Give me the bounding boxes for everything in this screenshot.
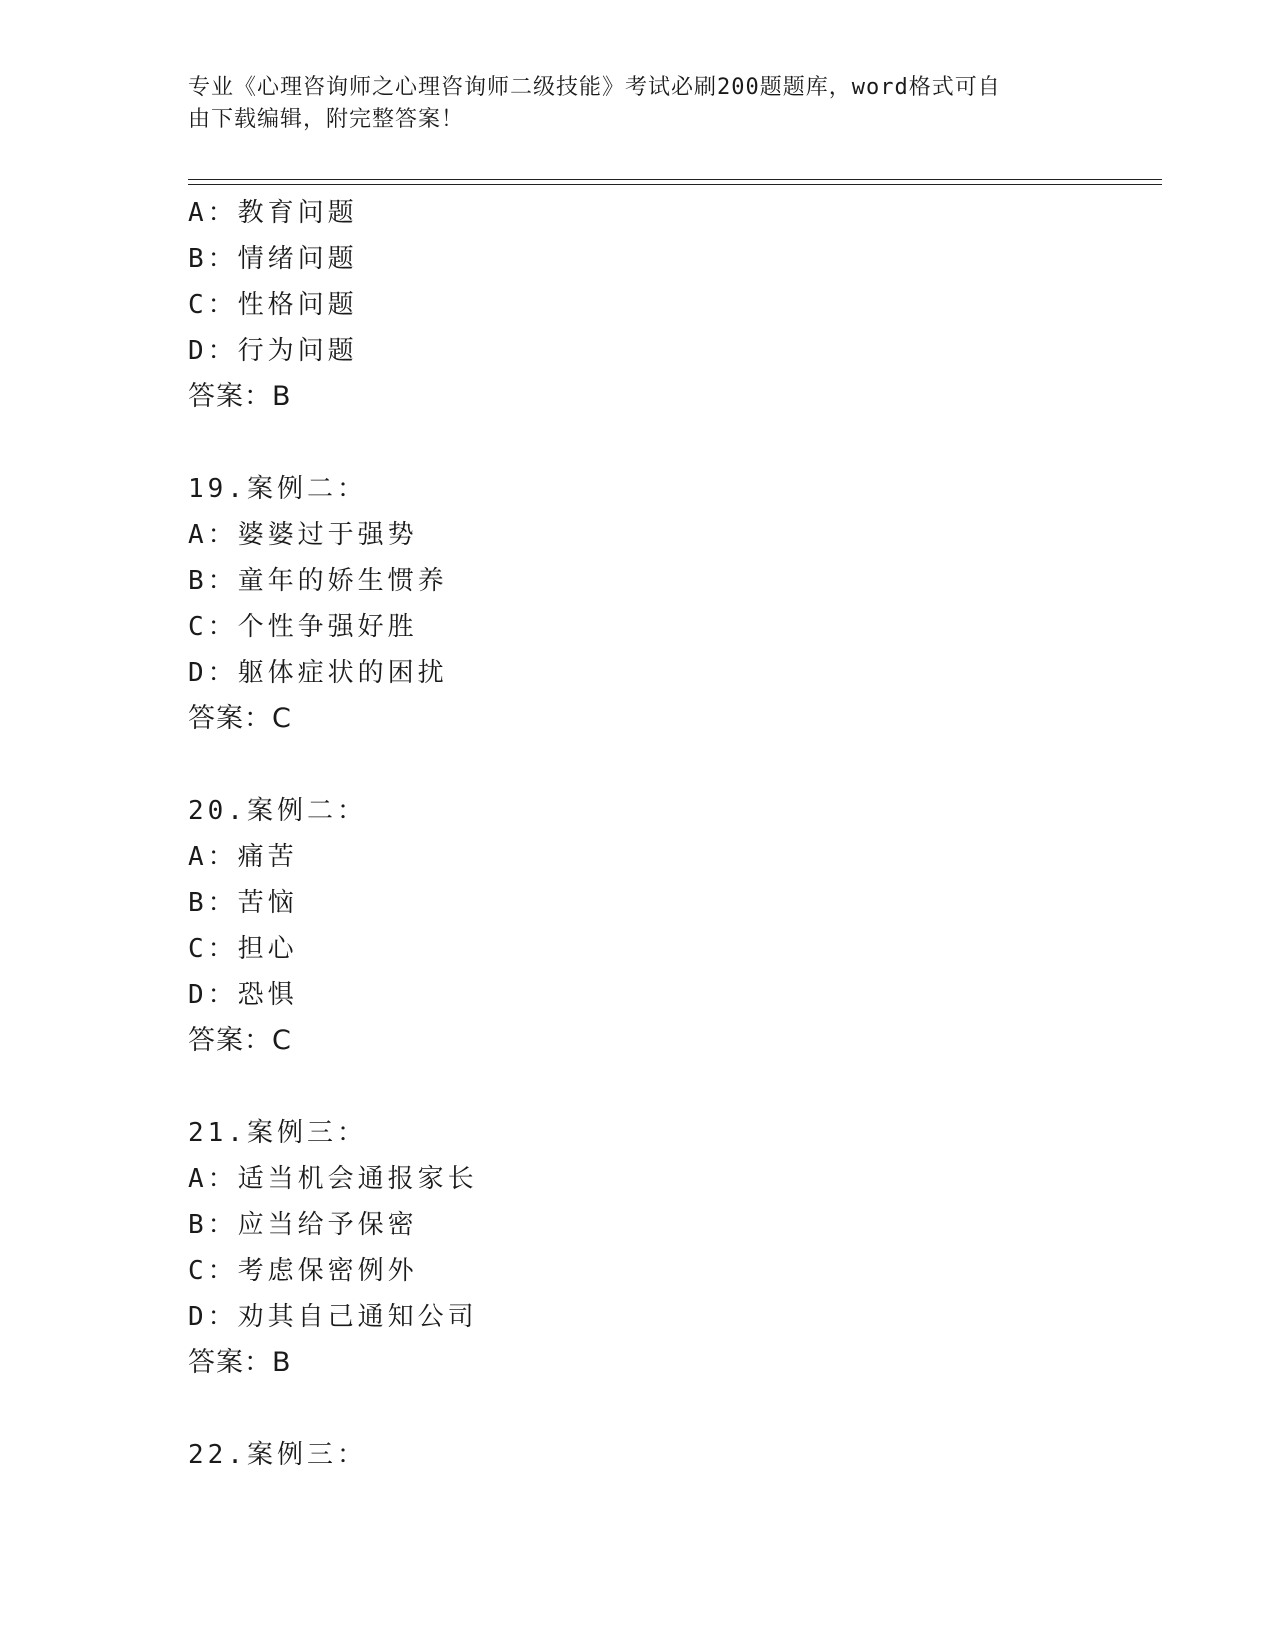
option-c: C：性格问题	[188, 290, 358, 320]
option-c: C：考虑保密例外	[188, 1256, 418, 1286]
question-19	[188, 466, 1088, 742]
question-title: 19.案例二：	[188, 474, 367, 504]
spacer	[188, 1386, 1088, 1432]
question-21	[188, 1110, 1088, 1386]
option-c: C：个性争强好胜	[188, 612, 418, 642]
header-divider-bottom	[188, 184, 1162, 185]
option-a: A：痛苦	[188, 842, 298, 872]
header-divider-top	[188, 179, 1162, 180]
answer-line: 答案：C	[188, 703, 292, 734]
spacer	[188, 742, 1088, 788]
question-list	[188, 190, 1088, 1478]
question-title: 21.案例三：	[188, 1118, 367, 1148]
document-header	[188, 72, 1068, 136]
option-a: A：婆婆过于强势	[188, 520, 418, 550]
option-a: A：适当机会通报家长	[188, 1164, 478, 1194]
answer-line: 答案：B	[188, 381, 292, 412]
option-b: B：应当给予保密	[188, 1210, 418, 1240]
option-c: C：担心	[188, 934, 298, 964]
header-line-2: 由下载编辑，附完整答案！	[188, 107, 465, 132]
spacer	[188, 420, 1088, 466]
option-b: B：情绪问题	[188, 244, 358, 274]
option-d: D：行为问题	[188, 336, 358, 366]
option-b: B：苦恼	[188, 888, 298, 918]
option-d: D：劝其自己通知公司	[188, 1302, 478, 1332]
question-title: 22.案例三：	[188, 1440, 367, 1470]
question-18	[188, 190, 1088, 420]
question-20	[188, 788, 1088, 1064]
question-title: 20.案例二：	[188, 796, 367, 826]
header-line-1: 专业《心理咨询师之心理咨询师二级技能》考试必刷200题题库，word格式可自	[188, 75, 1001, 100]
answer-line: 答案：C	[188, 1025, 292, 1056]
option-b: B：童年的娇生惯养	[188, 566, 448, 596]
option-d: D：躯体症状的困扰	[188, 658, 448, 688]
option-d: D：恐惧	[188, 980, 298, 1010]
spacer	[188, 1064, 1088, 1110]
option-a: A：教育问题	[188, 198, 358, 228]
question-22	[188, 1432, 1088, 1478]
answer-line: 答案：B	[188, 1347, 292, 1378]
